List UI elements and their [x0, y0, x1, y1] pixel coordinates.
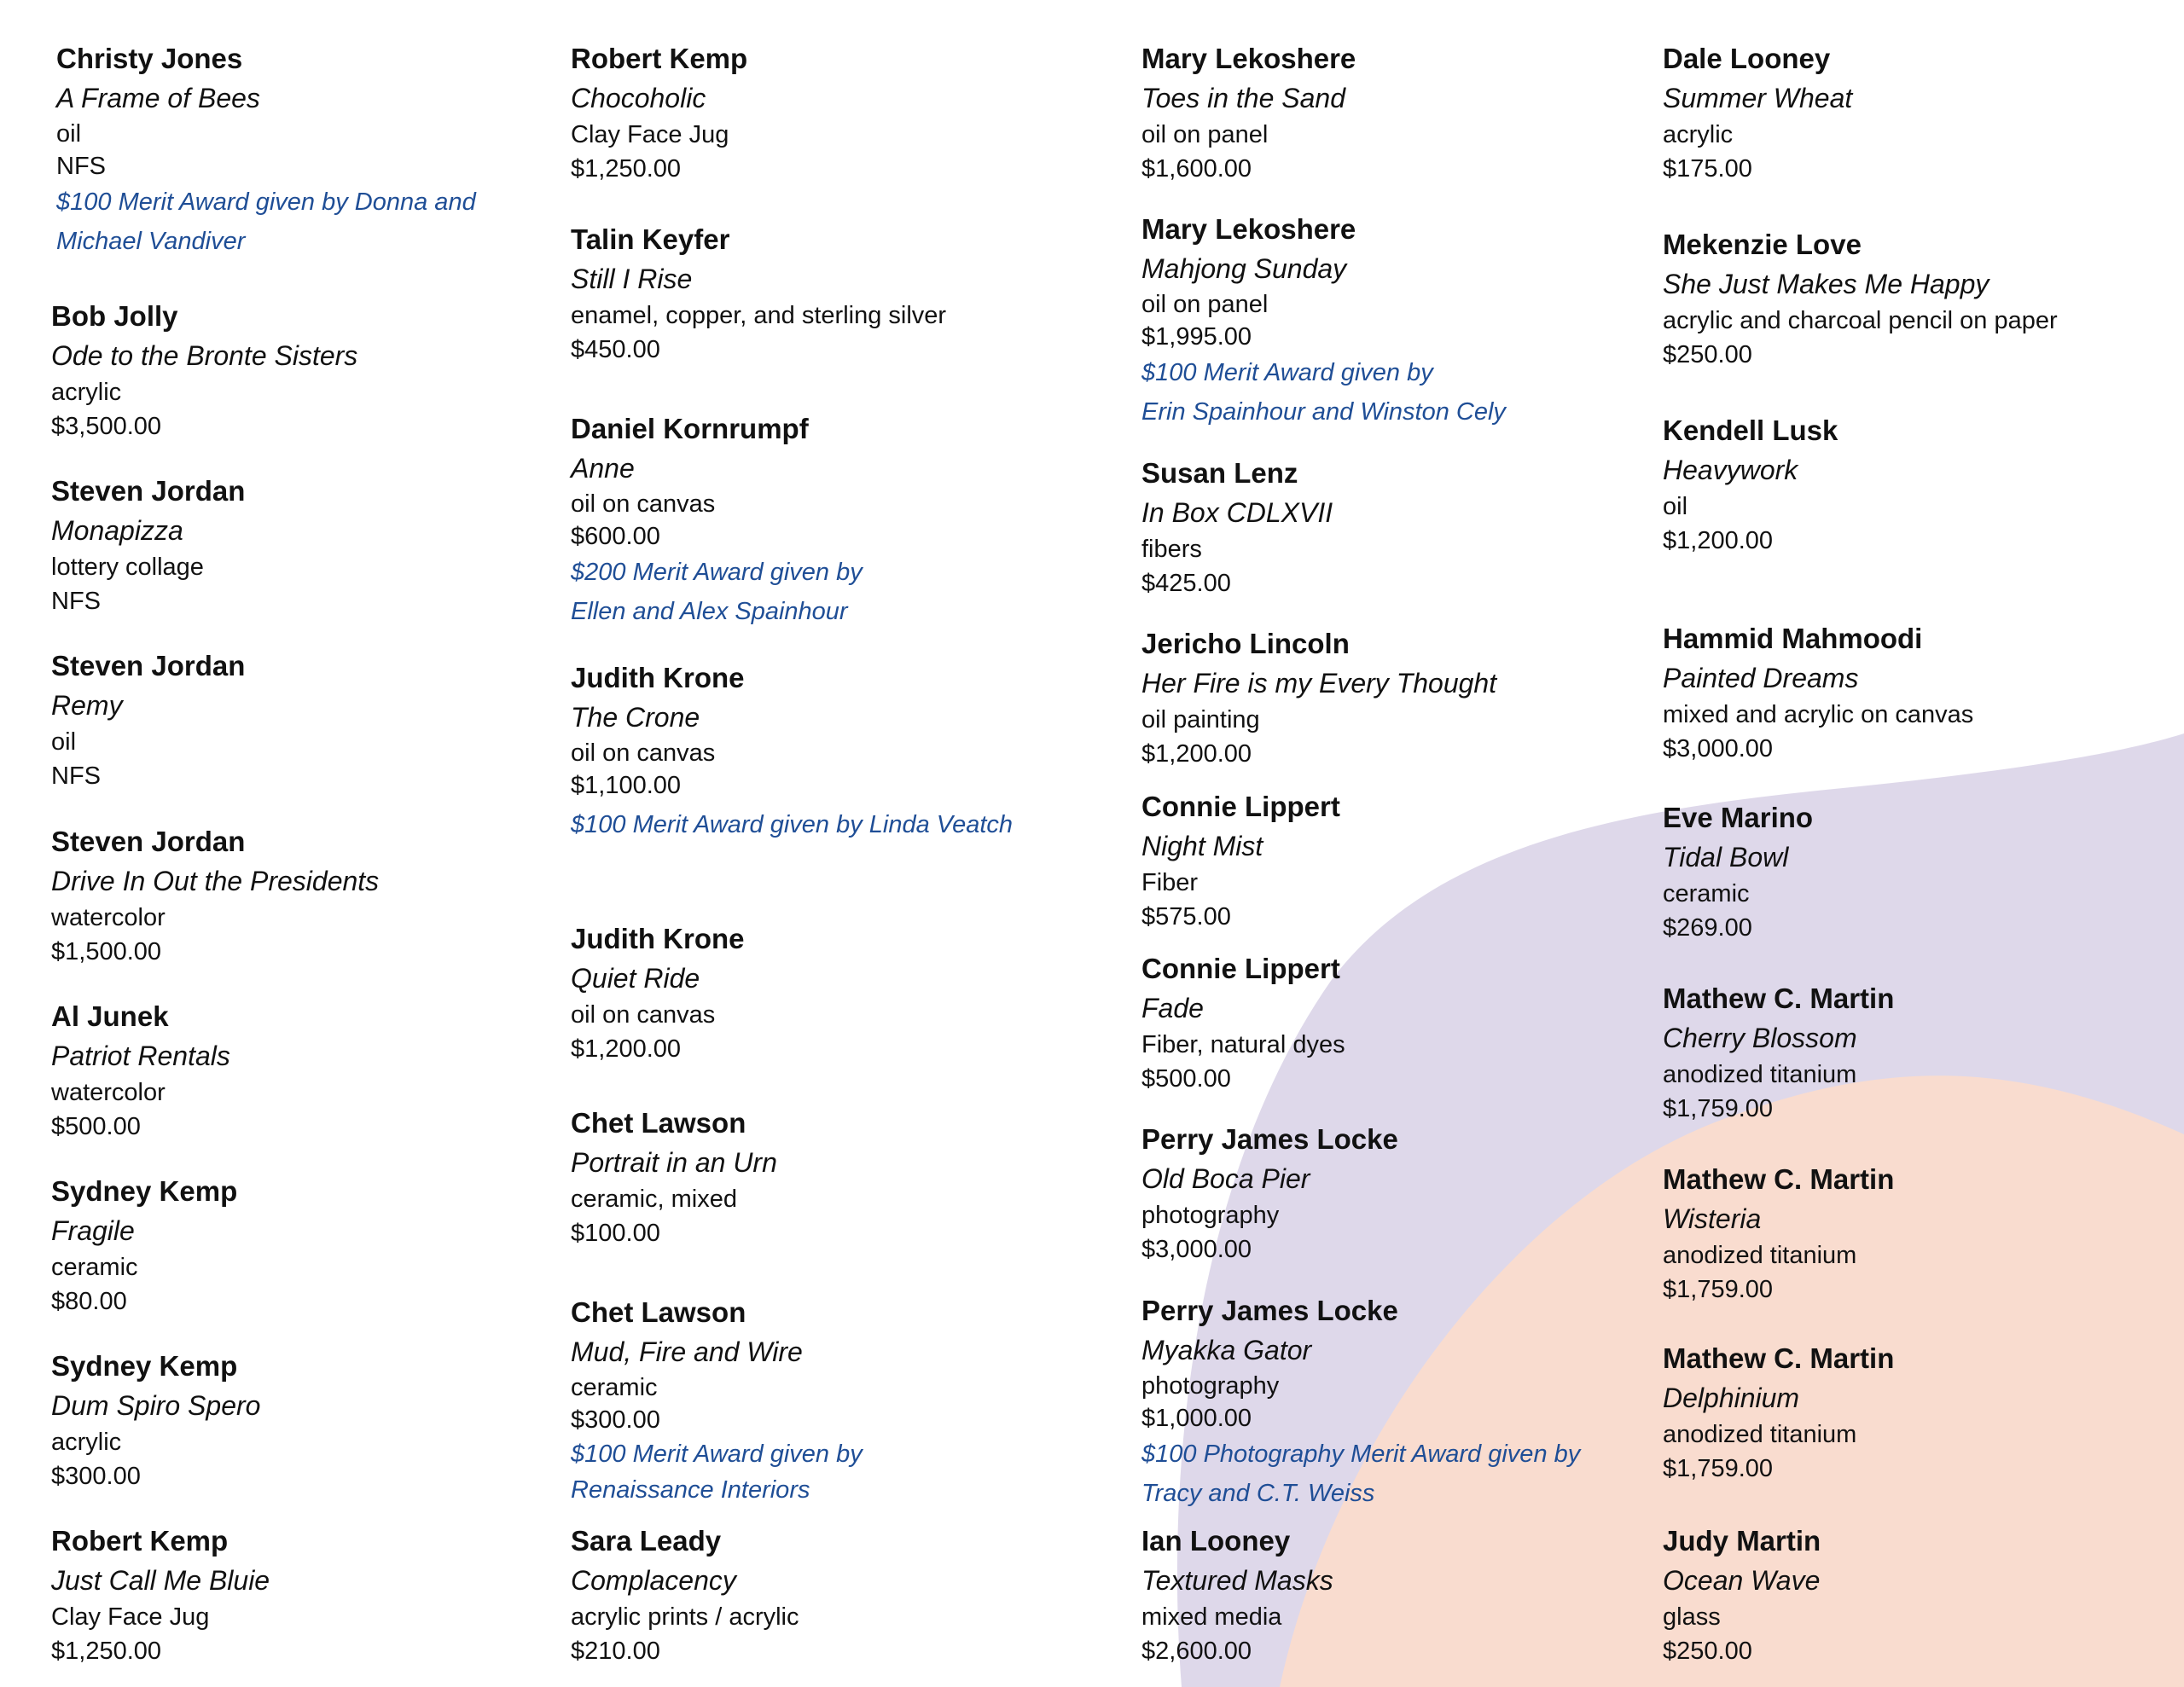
artist-name: Chet Lawson — [571, 1296, 746, 1328]
artist-name: Al Junek — [51, 1000, 169, 1032]
artwork-medium: Fiber, natural dyes — [1141, 1031, 1345, 1058]
merit-award: Tracy and C.T. Weiss — [1141, 1480, 1375, 1507]
artwork-price: $1,500.00 — [51, 938, 162, 965]
artwork-price: $300.00 — [51, 1463, 141, 1490]
artwork-entry — [1141, 1522, 1333, 1668]
artwork-price: $269.00 — [1663, 914, 1752, 942]
artwork-price: $3,000.00 — [1141, 1236, 1252, 1263]
artwork-price: $1,000.00 — [1141, 1405, 1252, 1432]
artwork-medium: watercolor — [51, 904, 166, 931]
artist-name: Connie Lippert — [1141, 791, 1340, 822]
artwork-medium: oil on panel — [1141, 121, 1269, 148]
artwork-entry — [51, 1522, 270, 1668]
artwork-entry — [1663, 979, 1894, 1126]
artwork-title: Dum Spiro Spero — [51, 1390, 261, 1421]
merit-award: $100 Merit Award given by — [1141, 359, 1433, 386]
artist-name: Daniel Kornrumpf — [571, 413, 809, 444]
artist-name: Mekenzie Love — [1663, 229, 1862, 260]
artwork-title: Summer Wheat — [1663, 83, 1853, 113]
artist-name: Eve Marino — [1663, 802, 1814, 833]
artwork-medium: Clay Face Jug — [51, 1603, 210, 1631]
artist-name: Steven Jordan — [51, 826, 246, 857]
artwork-title: Heavywork — [1663, 455, 1798, 485]
artist-name: Sydney Kemp — [51, 1350, 238, 1382]
artist-name: Robert Kemp — [51, 1525, 229, 1557]
artwork-title: Quiet Ride — [571, 963, 700, 994]
artwork-price: $1,600.00 — [1141, 155, 1252, 183]
artwork-title: Drive In Out the Presidents — [51, 866, 380, 896]
artwork-entry — [1663, 619, 1973, 766]
artwork-medium: oil on canvas — [571, 739, 716, 767]
artwork-price: $450.00 — [571, 336, 660, 363]
artist-name: Jericho Lincoln — [1141, 628, 1350, 659]
artist-name: Chet Lawson — [571, 1107, 746, 1139]
artwork-title: Painted Dreams — [1663, 663, 1859, 693]
artwork-price: $1,100.00 — [571, 772, 682, 799]
artist-name: Christy Jones — [56, 43, 243, 74]
artwork-title: Toes in the Sand — [1141, 83, 1345, 113]
artwork-entry — [51, 472, 245, 618]
artwork-entry — [1663, 798, 1813, 945]
artwork-title: A Frame of Bees — [56, 83, 260, 113]
artwork-title: Ode to the Bronte Sisters — [51, 340, 358, 371]
artwork-title: Textured Masks — [1141, 1565, 1333, 1596]
artwork-price: $1,759.00 — [1663, 1455, 1774, 1482]
artist-name: Kendell Lusk — [1663, 415, 1838, 446]
artwork-title: Delphinium — [1663, 1383, 1800, 1413]
artist-name: Hammid Mahmoodi — [1663, 623, 1923, 654]
artwork-title: Tidal Bowl — [1663, 842, 1789, 872]
artwork-title: Cherry Blossom — [1663, 1023, 1857, 1053]
merit-award: $100 Photography Merit Award given by — [1141, 1441, 1581, 1468]
artwork-medium: watercolor — [51, 1079, 166, 1106]
artwork-title: Remy — [51, 690, 123, 721]
artwork-price: $210.00 — [571, 1638, 660, 1665]
artwork-price: $1,759.00 — [1663, 1276, 1774, 1303]
artwork-price: $3,500.00 — [51, 413, 162, 440]
artwork-title: In Box CDLXVII — [1141, 497, 1333, 528]
artwork-title: Her Fire is my Every Thought — [1141, 668, 1497, 699]
artwork-entry — [1663, 1339, 1894, 1486]
artist-name: Mary Lekoshere — [1141, 43, 1356, 74]
artwork-medium: Fiber — [1141, 869, 1199, 896]
artwork-price: $1,759.00 — [1663, 1095, 1774, 1122]
artwork-title: Ocean Wave — [1663, 1565, 1821, 1596]
artist-name: Judith Krone — [571, 923, 745, 954]
artist-name: Mary Lekoshere — [1141, 213, 1356, 245]
artwork-medium: oil on panel — [1141, 291, 1269, 318]
artwork-medium: oil on canvas — [571, 490, 716, 518]
artwork-title: Mahjong Sunday — [1141, 253, 1347, 284]
artwork-title: Anne — [571, 453, 635, 484]
artist-name: Mathew C. Martin — [1663, 983, 1895, 1014]
merit-award: Ellen and Alex Spainhour — [571, 598, 848, 625]
artist-name: Talin Keyfer — [571, 223, 730, 255]
artwork-medium: oil on canvas — [571, 1001, 716, 1029]
artwork-entry — [51, 297, 357, 443]
artist-name: Ian Looney — [1141, 1525, 1291, 1557]
artist-name: Steven Jordan — [51, 650, 246, 681]
artwork-medium: photography — [1141, 1202, 1280, 1229]
artwork-price: $1,200.00 — [1141, 740, 1252, 768]
artwork-price: $100.00 — [571, 1220, 660, 1247]
artwork-price: $500.00 — [1141, 1065, 1231, 1093]
artist-name: Dale Looney — [1663, 43, 1831, 74]
artwork-title: Fade — [1141, 993, 1204, 1023]
artwork-title: Mud, Fire and Wire — [571, 1336, 803, 1367]
artwork-entry — [571, 1293, 863, 1508]
artwork-medium: oil painting — [1141, 706, 1260, 733]
artwork-entry — [571, 658, 1013, 848]
artwork-medium: ceramic — [1663, 880, 1750, 907]
artist-name: Robert Kemp — [571, 43, 748, 74]
artwork-title: Wisteria — [1663, 1203, 1762, 1234]
artwork-entry — [571, 220, 946, 367]
artwork-title: Patriot Rentals — [51, 1041, 230, 1071]
artwork-medium: ceramic — [51, 1254, 138, 1281]
artwork-price: $250.00 — [1663, 1638, 1752, 1665]
artwork-medium: lottery collage — [51, 554, 204, 581]
artwork-medium: anodized titanium — [1663, 1421, 1857, 1448]
artwork-medium: oil — [51, 728, 77, 756]
artwork-entry — [1663, 39, 1852, 186]
artwork-medium: acrylic — [51, 1429, 122, 1456]
artwork-entry — [1141, 949, 1345, 1096]
artwork-title: Monapizza — [51, 515, 183, 546]
artist-name: Sara Leady — [571, 1525, 722, 1557]
artwork-entry — [51, 1347, 260, 1493]
artwork-entry — [56, 39, 476, 261]
artwork-price: $600.00 — [571, 523, 660, 550]
artwork-medium: glass — [1663, 1603, 1721, 1631]
artist-name: Judith Krone — [571, 662, 745, 693]
artist-name: Connie Lippert — [1141, 953, 1340, 984]
artwork-price: $1,200.00 — [1663, 527, 1774, 554]
artwork-price: $500.00 — [51, 1113, 141, 1140]
artwork-medium: ceramic, mixed — [571, 1186, 737, 1213]
artwork-entry — [1663, 411, 1838, 558]
artwork-medium: acrylic — [1663, 121, 1734, 148]
artwork-medium: ceramic — [571, 1374, 658, 1401]
artwork-entry — [1141, 39, 1356, 186]
artwork-entry — [51, 822, 379, 969]
artwork-medium: oil — [1663, 493, 1688, 520]
artist-name: Sydney Kemp — [51, 1175, 238, 1207]
artwork-entry — [571, 39, 747, 186]
artwork-price: NFS — [51, 762, 101, 790]
artwork-entry — [1141, 1120, 1398, 1267]
artwork-price: $175.00 — [1663, 155, 1752, 183]
artwork-title: Portrait in an Urn — [571, 1147, 777, 1178]
merit-award: $200 Merit Award given by — [571, 559, 863, 586]
merit-award: Renaissance Interiors — [571, 1476, 810, 1504]
artwork-title: Myakka Gator — [1141, 1335, 1312, 1365]
artwork-entry — [571, 409, 863, 631]
artwork-entry — [1141, 787, 1340, 934]
artwork-title: Old Boca Pier — [1141, 1163, 1310, 1194]
artwork-medium: mixed media — [1141, 1603, 1282, 1631]
artwork-entry — [571, 1522, 799, 1668]
artwork-title: Chocoholic — [571, 83, 706, 113]
artwork-medium: acrylic — [51, 379, 122, 406]
artwork-title: She Just Makes Me Happy — [1663, 269, 1989, 299]
artwork-entry — [51, 646, 245, 793]
artwork-medium: photography — [1141, 1372, 1280, 1400]
artwork-medium: enamel, copper, and sterling silver — [571, 302, 947, 329]
artwork-entry — [1141, 624, 1496, 771]
merit-award: Michael Vandiver — [56, 228, 246, 255]
artwork-price: $2,600.00 — [1141, 1638, 1252, 1665]
artwork-price: $1,200.00 — [571, 1035, 682, 1063]
artist-name: Mathew C. Martin — [1663, 1163, 1895, 1195]
artwork-medium: acrylic and charcoal pencil on paper — [1663, 307, 2058, 334]
merit-award: $100 Merit Award given by Donna and — [56, 188, 476, 216]
artwork-entry — [51, 997, 230, 1144]
artwork-price: $80.00 — [51, 1288, 127, 1315]
artwork-title: Fragile — [51, 1215, 135, 1246]
artist-name: Judy Martin — [1663, 1525, 1821, 1557]
artwork-title: The Crone — [571, 702, 700, 733]
merit-award: Erin Spainhour and Winston Cely — [1141, 398, 1506, 426]
artwork-entry — [51, 1172, 237, 1319]
artwork-price: NFS — [51, 588, 101, 615]
artwork-price: $1,250.00 — [571, 155, 682, 183]
artwork-entry — [1663, 1522, 1821, 1668]
artist-name: Steven Jordan — [51, 475, 246, 507]
artist-name: Bob Jolly — [51, 300, 178, 332]
artwork-medium: oil — [56, 120, 82, 148]
artwork-entry — [1141, 210, 1506, 432]
artwork-medium: anodized titanium — [1663, 1061, 1857, 1088]
artwork-title: Complacency — [571, 1565, 736, 1596]
artwork-medium: mixed and acrylic on canvas — [1663, 701, 1974, 728]
artwork-entry — [1663, 1160, 1894, 1307]
artwork-entry — [571, 1104, 777, 1250]
artwork-price: $3,000.00 — [1663, 735, 1774, 762]
artwork-price: NFS — [56, 153, 106, 180]
artwork-price: $250.00 — [1663, 341, 1752, 368]
artwork-title: Just Call Me Bluie — [51, 1565, 270, 1596]
artwork-price: $300.00 — [571, 1406, 660, 1434]
artist-name: Susan Lenz — [1141, 457, 1298, 489]
artwork-title: Still I Rise — [571, 264, 693, 294]
artwork-price: $575.00 — [1141, 903, 1231, 930]
artwork-title: Night Mist — [1141, 831, 1263, 861]
merit-award: $100 Merit Award given by — [571, 1441, 863, 1468]
artwork-price: $1,250.00 — [51, 1638, 162, 1665]
merit-award: $100 Merit Award given by Linda Veatch — [571, 811, 1014, 838]
artwork-medium: acrylic prints / acrylic — [571, 1603, 799, 1631]
artist-name: Perry James Locke — [1141, 1295, 1398, 1326]
artwork-price: $425.00 — [1141, 570, 1231, 597]
artist-name: Mathew C. Martin — [1663, 1342, 1895, 1374]
artwork-medium: Clay Face Jug — [571, 121, 729, 148]
artwork-entry — [1141, 454, 1333, 600]
artwork-entry — [1663, 225, 2058, 372]
artwork-medium: fibers — [1141, 536, 1202, 563]
artwork-entry — [1141, 1291, 1580, 1513]
artwork-price: $1,995.00 — [1141, 323, 1252, 351]
artwork-entry — [571, 919, 745, 1066]
artwork-medium: anodized titanium — [1663, 1242, 1857, 1269]
artist-name: Perry James Locke — [1141, 1123, 1398, 1155]
